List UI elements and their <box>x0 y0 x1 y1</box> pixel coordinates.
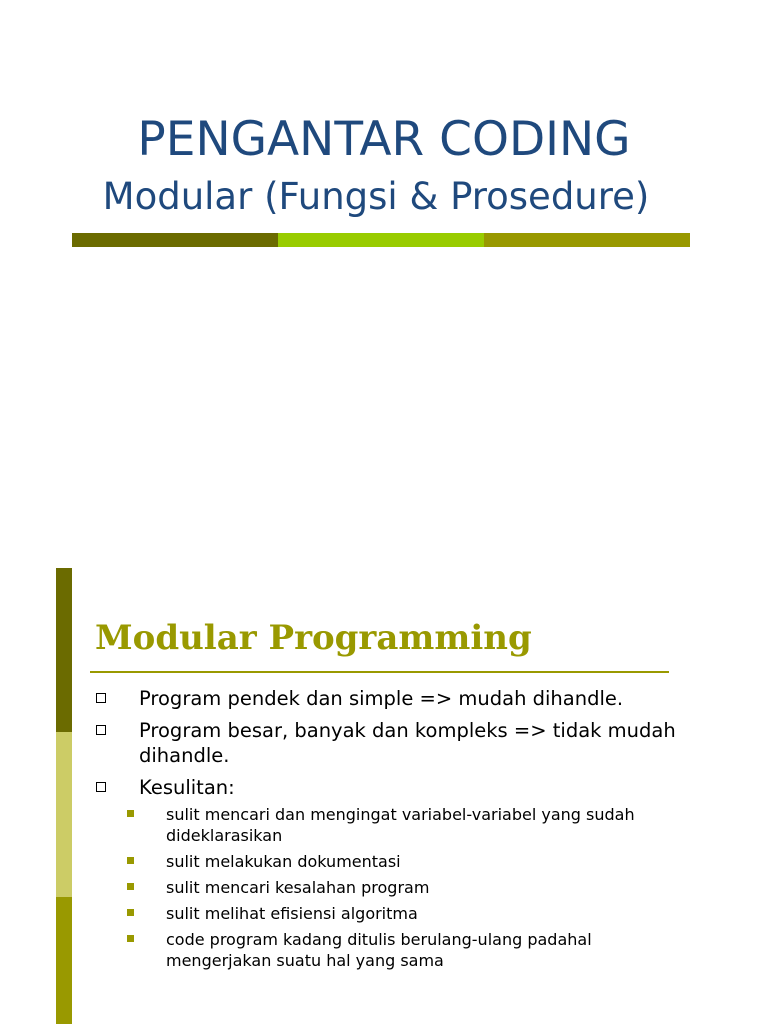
slide-title: PENGANTAR CODING <box>137 112 631 167</box>
color-bar-segment-lime <box>278 233 484 247</box>
bullet-text: Program pendek dan simple => mudah dihandle. <box>139 687 624 710</box>
sub-bullet-text: sulit melihat efisiensi algoritma <box>166 904 418 923</box>
sub-list-item <box>127 804 676 846</box>
bullet-text: Program besar, banyak dan kompleks => tidak mudah dihandle. <box>139 719 676 767</box>
sub-bullet-text: sulit melakukan dokumentasi <box>166 852 401 871</box>
filled-square-bullet-icon <box>127 883 134 890</box>
slide-subtitle: Modular (Fungsi & Prosedure) <box>102 175 650 218</box>
filled-square-bullet-icon <box>127 909 134 916</box>
sub-list-item <box>127 877 676 898</box>
list-item <box>96 718 676 768</box>
sub-bullet-text: sulit mencari dan mengingat variabel-variabel yang sudah dideklarasikan <box>166 805 635 845</box>
sub-bullet-text: sulit mencari kesalahan program <box>166 878 430 897</box>
sub-list-item <box>127 851 676 872</box>
decorative-color-bar <box>72 233 690 247</box>
content-slide-title: Modular Programming <box>95 618 532 658</box>
side-bar-segment-olive <box>56 897 72 1024</box>
sub-bullet-list <box>127 804 676 971</box>
filled-square-bullet-icon <box>127 810 134 817</box>
decorative-side-bar <box>56 568 72 1024</box>
sub-list-item <box>127 903 676 924</box>
content-slide <box>0 568 768 1024</box>
filled-square-bullet-icon <box>127 935 134 942</box>
hollow-square-bullet-icon <box>96 725 106 735</box>
sub-bullet-text: code program kadang ditulis berulang-ulang padahal mengerjakan suatu hal yang sama <box>166 930 592 970</box>
sub-list-item <box>127 929 676 971</box>
hollow-square-bullet-icon <box>96 782 106 792</box>
bullet-text: Kesulitan: <box>139 776 235 799</box>
list-item <box>96 686 676 711</box>
color-bar-segment-dark <box>72 233 278 247</box>
bullet-list <box>96 686 676 978</box>
side-bar-segment-light <box>56 732 72 897</box>
title-underline-rule <box>90 671 669 673</box>
list-item <box>96 775 676 971</box>
hollow-square-bullet-icon <box>96 693 106 703</box>
filled-square-bullet-icon <box>127 857 134 864</box>
color-bar-segment-olive <box>484 233 690 247</box>
side-bar-segment-dark <box>56 568 72 732</box>
